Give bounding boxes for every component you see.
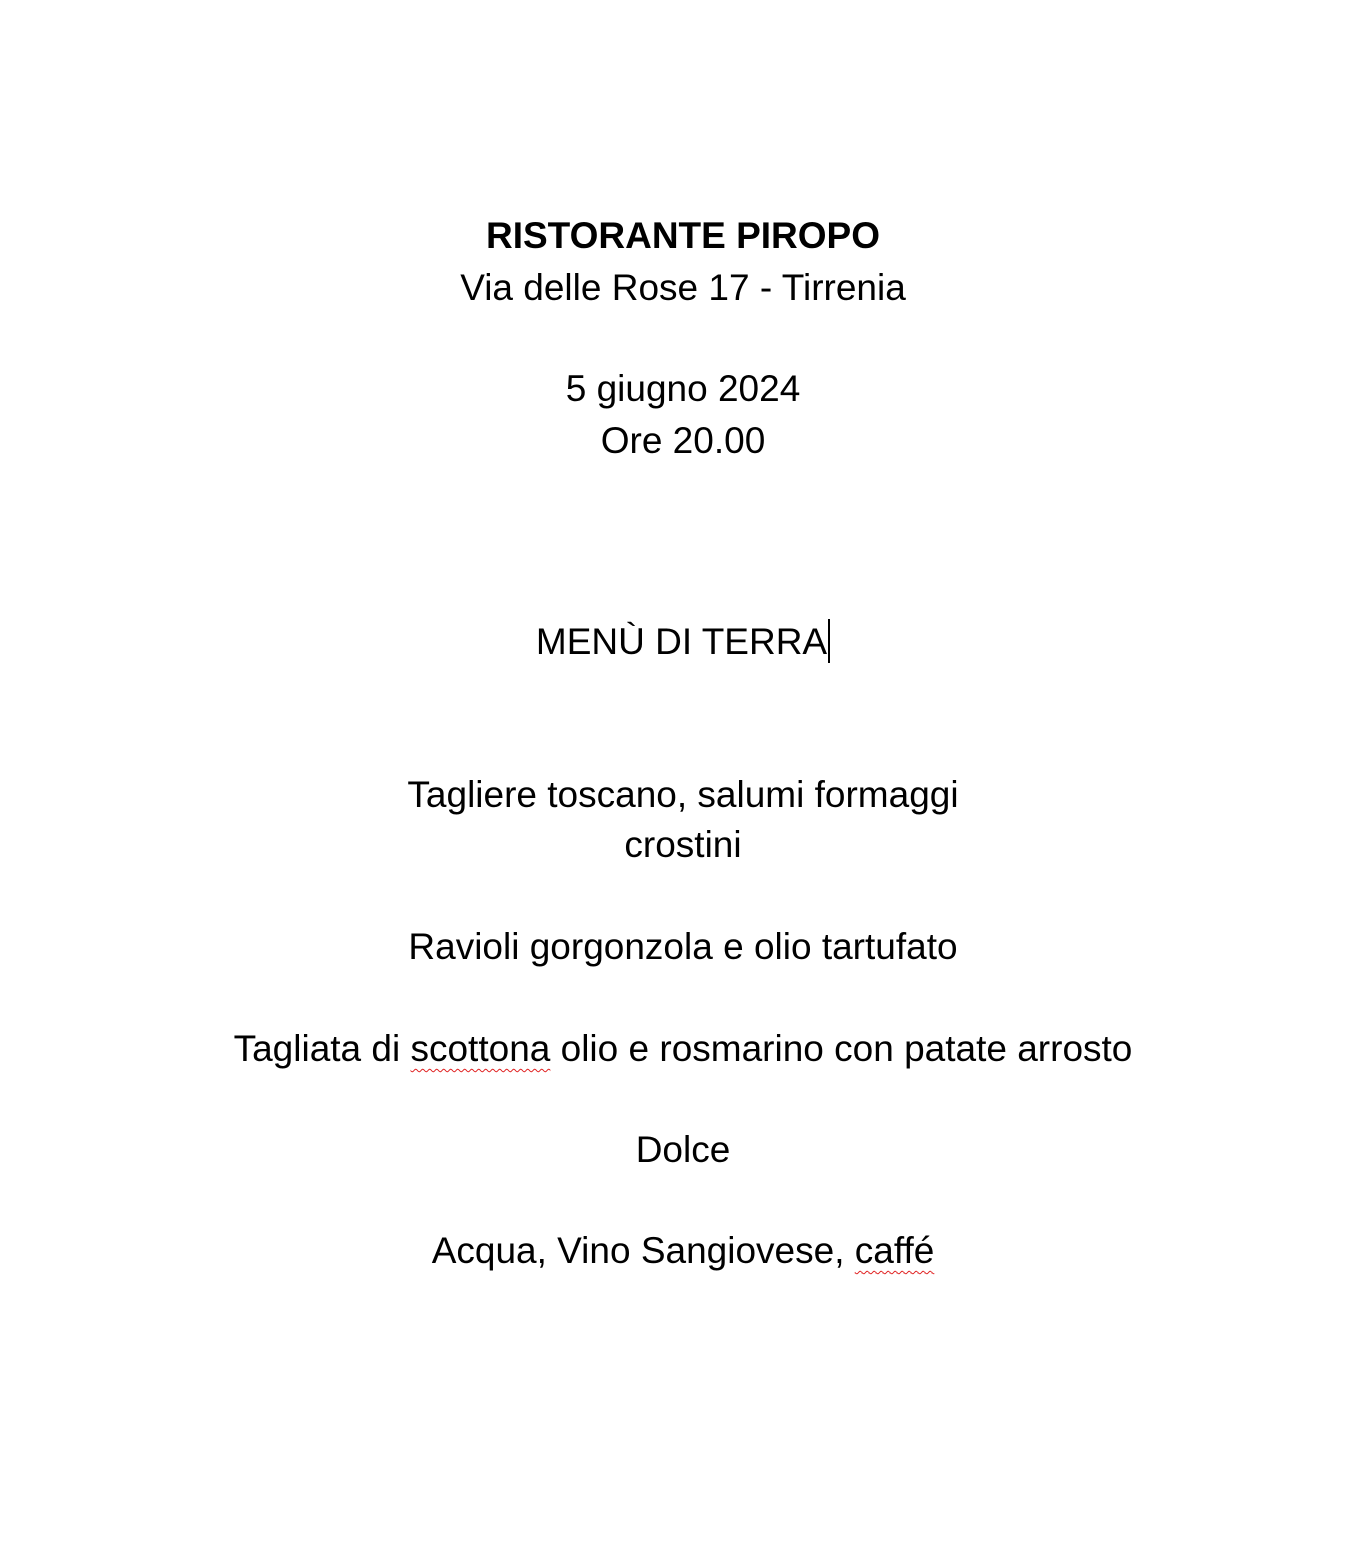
text-cursor	[828, 619, 830, 663]
menu-item-secondo-part1: Tagliata di	[233, 1028, 411, 1069]
menu-title	[0, 619, 1366, 665]
menu-item-bevande-part1: Acqua, Vino Sangiovese,	[431, 1230, 855, 1271]
spellcheck-word-caffe[interactable]: caffé	[854, 1230, 935, 1271]
menu-item-dolce: Dolce	[635, 1129, 731, 1170]
menu-item-bevande	[0, 1228, 1366, 1274]
event-time: Ore 20.00	[600, 420, 766, 461]
menu-item-antipasto: Tagliere toscano, salumi formaggi	[407, 774, 959, 815]
restaurant-name: RISTORANTE PIROPO	[485, 215, 881, 256]
menu-item-secondo	[0, 1026, 1366, 1072]
menu-item-secondo-part2: olio e rosmarino con patate arrosto	[550, 1028, 1133, 1069]
spellcheck-word-scottona[interactable]: scottona	[410, 1028, 551, 1069]
restaurant-address: Via delle Rose 17 - Tirrenia	[460, 267, 906, 308]
menu-item-primo: Ravioli gorgonzola e olio tartufato	[408, 926, 958, 967]
event-date: 5 giugno 2024	[565, 368, 801, 409]
menu-item-antipasto-continued: crostini	[624, 824, 742, 865]
menu-title-text: MENÙ DI TERRA	[535, 621, 828, 662]
